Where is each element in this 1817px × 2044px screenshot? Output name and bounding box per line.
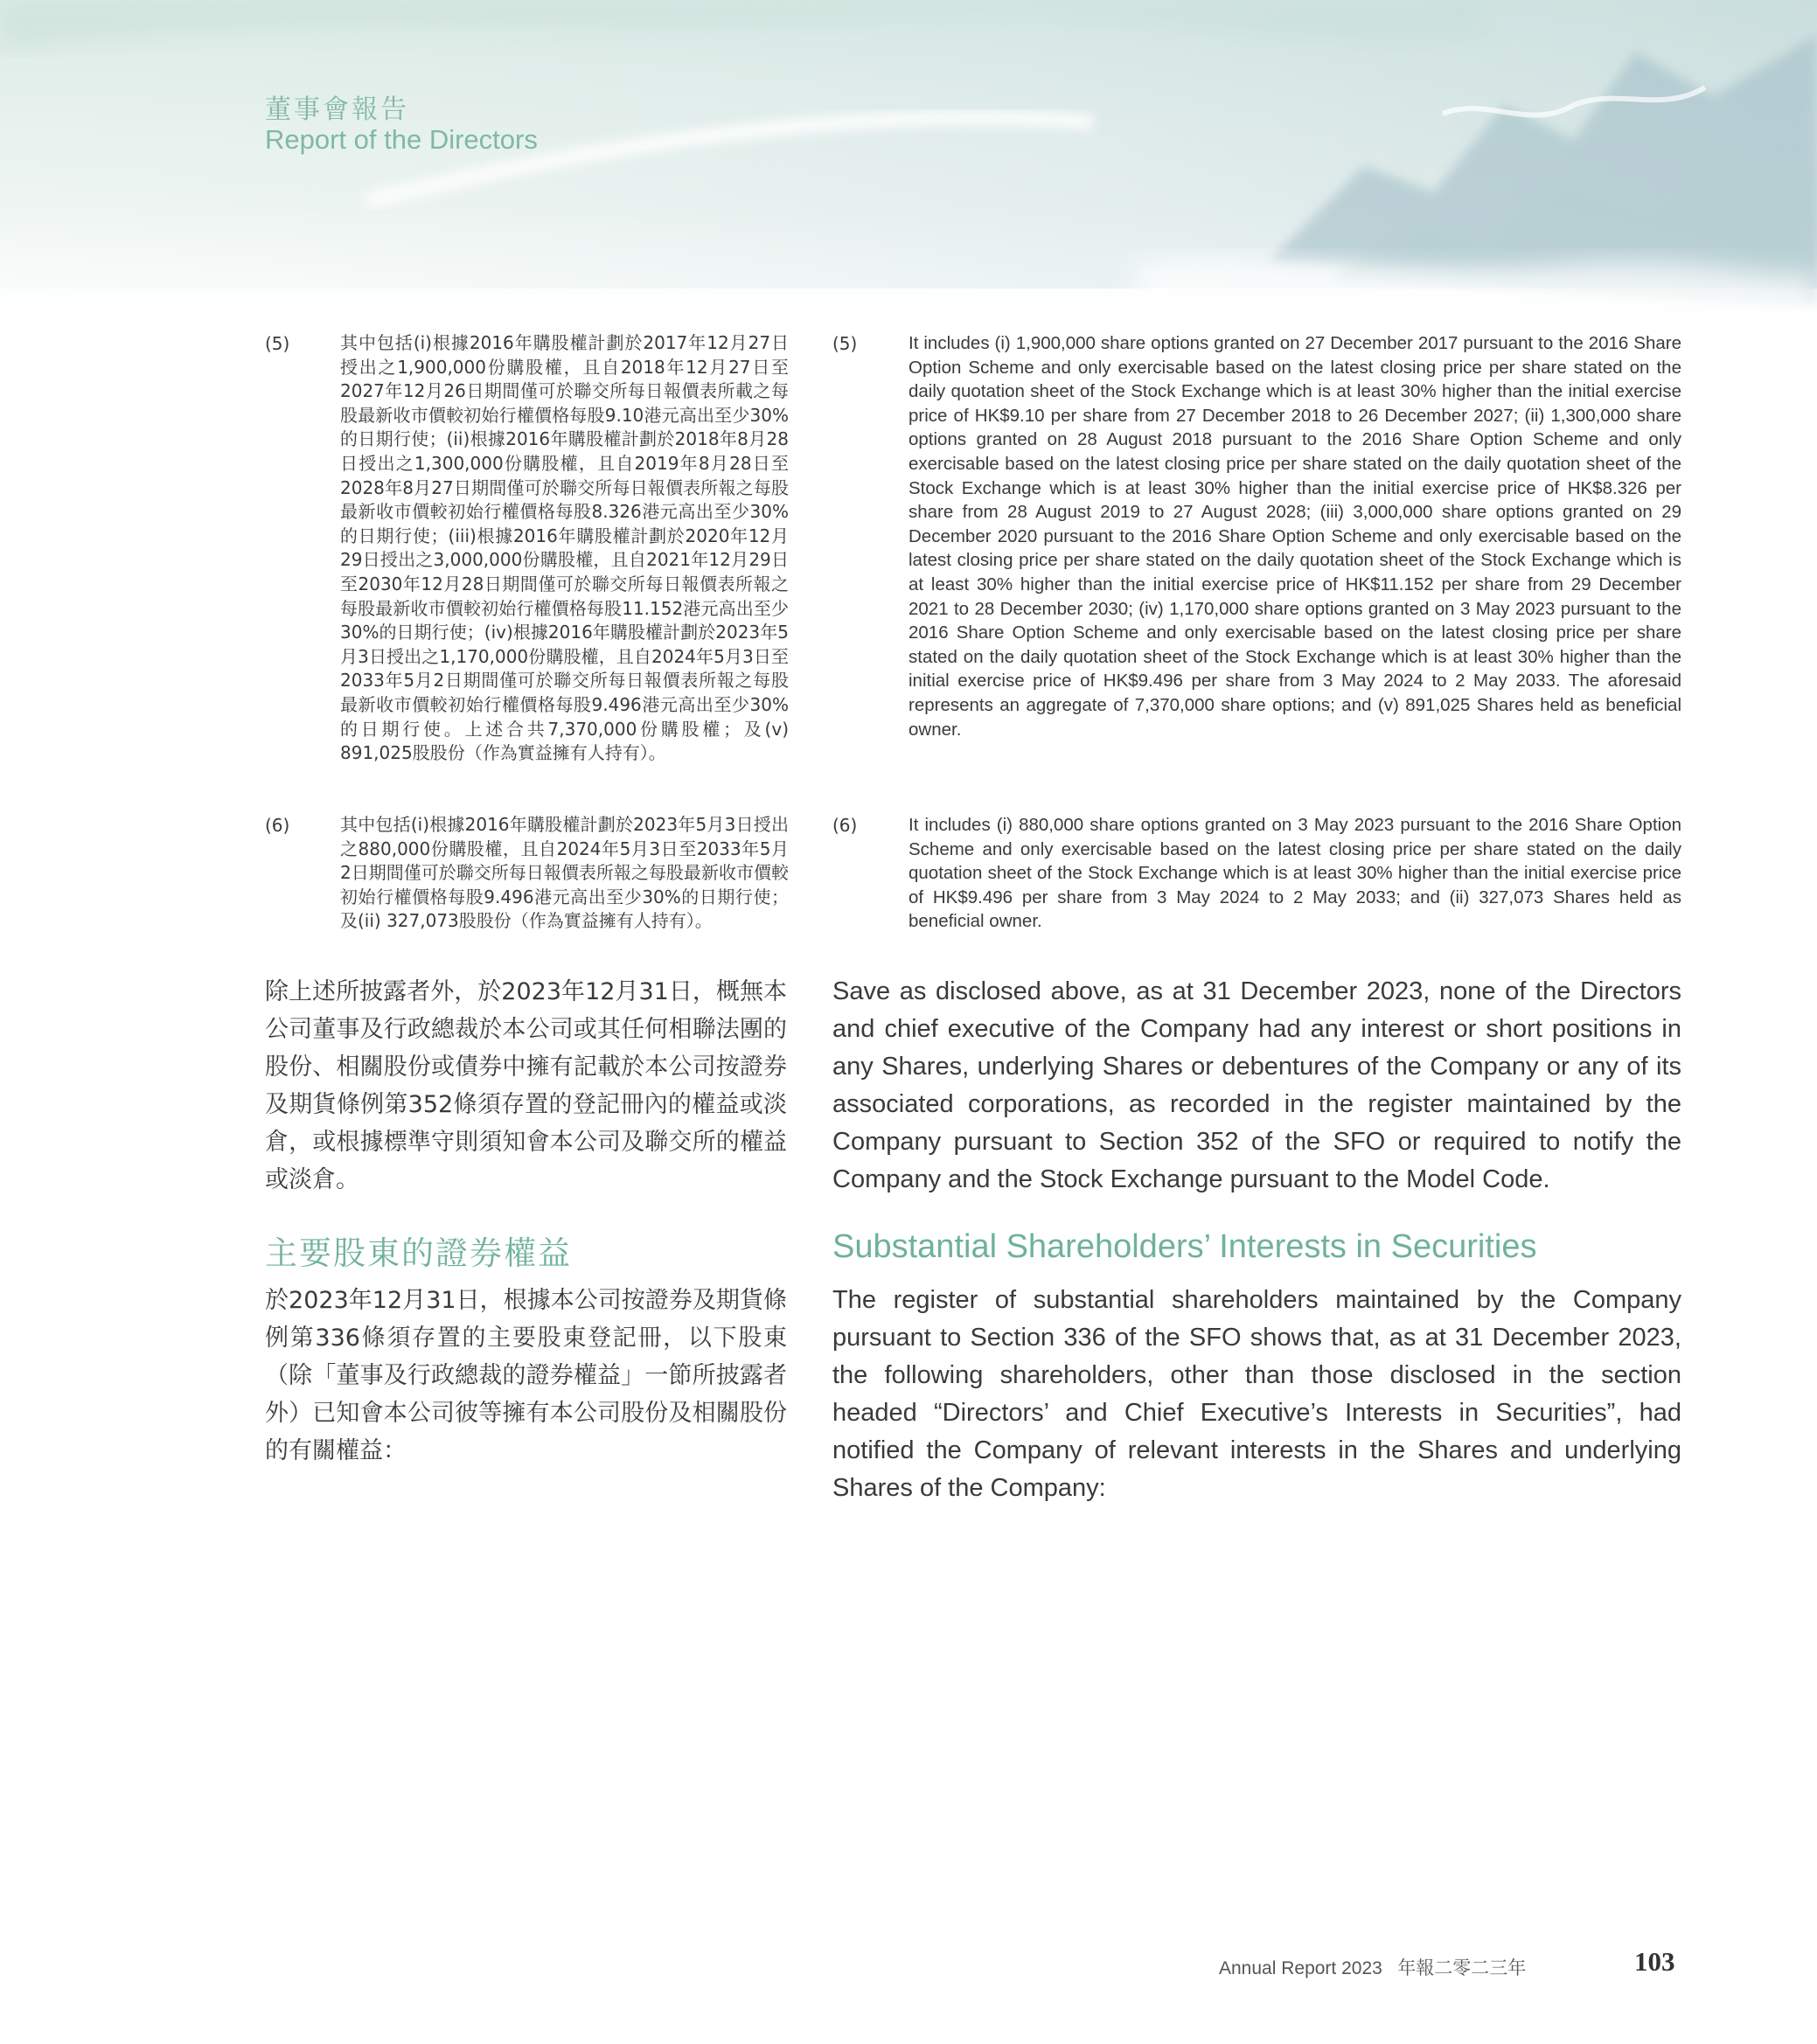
footer-label: Annual Report 2023 年報二零二三年 <box>1219 1958 1527 1978</box>
header-landscape-illustration <box>0 0 1817 350</box>
note-6-number-en: (6) <box>832 815 858 836</box>
section-paragraph-zh: 於2023年12月31日，根據本公司按證券及期貨條例第336條須存置的主要股東登記冊，以下股東（除「董事及行政總裁的證券權益」一節所披露者外）已知會本公司彼等擁有本公司股份及相關股份的有關權益： <box>265 1287 787 1464</box>
section-title-zh: 主要股東的證券權益 <box>265 1234 572 1272</box>
note-5-text-zh: 其中包括(i)根據2016年購股權計劃於2017年12月27日授出之1,900,000份購股權，且自2018年12月27日至2027年12月26日期間僅可於聯交所每日報價表所載之每股最新收市價較初始行權價格每股9.10港元高出至少30%的日期行使；(ii)根據2016年購股權計劃於2018年8月28日授出之1,300,000份購股權，且自2019年8月28日至2028年8月27日期間僅可於聯交所每日報價表所報之每股最新收市價較初始行權價格每股8.326港元高出至少30%的日期行使；(iii)根據2016年購股權計劃於2020年12月29日授出之3,000,000份購股權，且自2021年12月29日至2030年12月28日期間僅可於聯交所每日報價表所報之每股最新收市價較初始行權價格每股11.152港元高出至少30%的日期行使；(iv)根據2016年購股權計劃於2023年5月3日授出之1,170,000份購股權，且自2024年5月3日至2033年5月2日期間僅可於聯交所每日報價表所報之每股最新收市價較初始行權價格每股9.496港元高出至少30%的日期行使。上述合共7,370,000份購股權；及(v) 891,025股股份（作為實益擁有人持有）。 <box>340 332 789 764</box>
header-title-en: Report of the Directors <box>265 124 538 155</box>
header-title-zh: 董事會報告 <box>265 94 409 125</box>
section-paragraph-en: The register of substantial shareholders maintained by the Company pursuant to Section 336 of the SFO shows that, as at 31 December 2023, the following shareholders, other than those disclosed in the section headed “Directors’ and Chief Executive’s Interests in Securities”, had notified the Company of relevant interests in the Shares and underlying Shares of the Company: <box>832 1286 1681 1502</box>
page-number: 103 <box>1634 1946 1675 1977</box>
disclosure-paragraph-en: Save as disclosed above, as at 31 December 2023, none of the Directors and chief executive of the Company had any interest or short positions in any Shares, underlying Shares or debentures of the Company or any of its associated corporations, as recorded in the register maintained by the Company pursuant to Section 352 of the SFO or required to notify the Company and the Stock Exchange pursuant to the Model Code. <box>832 977 1681 1193</box>
note-5-text-en: It includes (i) 1,900,000 share options granted on 27 December 2017 pursuant to the 2016 Share Option Scheme and only exercisable based on the latest closing price per share stated on the daily quotation sheet of the Stock Exchange which is at least 30% higher than the initial exercise price of HK$9.10 per share from 27 December 2018 to 26 December 2027; (ii) 1,300,000 share options granted on 28 August 2018 pursuant to the 2016 Share Option Scheme and only exercisable based on the latest closing price per share stated on the daily quotation sheet of the Stock Exchange which is at least 30% higher than the initial exercise price of HK$8.326 per share from 28 August 2019 to 27 August 2028; (iii) 3,000,000 share options granted on 29 December 2020 pursuant to the 2016 Share Option Scheme and only exercisable based on the latest closing price per share stated on the daily quotation sheet of the Stock Exchange which is at least 30% higher than the initial exercise price of HK$11.152 per share from 29 December 2021 to 28 December 2030; (iv) 1,170,000 share options granted on 3 May 2023 pursuant to the 2016 Share Option Scheme and only exercisable based on the latest closing price per share stated on the daily quotation sheet of the Stock Exchange which is at least 30% higher than the initial exercise price of HK$9.496 per share from 3 May 2024 to 2 May 2033. The aforesaid represents an aggregate of 7,370,000 share options; and (v) 891,025 Shares held as beneficial owner. <box>908 333 1681 740</box>
note-6-text-zh: 其中包括(i)根據2016年購股權計劃於2023年5月3日授出之880,000份購股權，且自2024年5月3日至2033年5月2日期間僅可於聯交所每日報價表所報之每股最新收市價較初始行權價格每股9.496港元高出至少30%的日期行使；及(ii) 327,073股股份（作為實益擁有人持有）。 <box>340 814 789 932</box>
note-5-number-en: (5) <box>832 333 858 354</box>
note-6-number-zh: (6) <box>265 815 290 836</box>
disclosure-paragraph-zh: 除上述所披露者外，於2023年12月31日，概無本公司董事及行政總裁於本公司或其任何相聯法團的股份、相關股份或債券中擁有記載於本公司按證券及期貨條例第352條須存置的登記冊內的權益或淡倉，或根據標準守則須知會本公司及聯交所的權益或淡倉。 <box>265 978 787 1193</box>
note-6-text-en: It includes (i) 880,000 share options granted on 3 May 2023 pursuant to the 2016 Share Option Scheme and only exercisable based on the latest closing price per share stated on the daily quotation sheet of the Stock Exchange which is at least 30% higher than the initial exercise price of HK$9.496 per share from 3 May 2024 to 2 May 2033; and (ii) 327,073 Shares held as beneficial owner. <box>908 815 1681 932</box>
note-5-number-zh: (5) <box>265 333 290 354</box>
section-title-en: Substantial Shareholders’ Interests in Securities <box>832 1228 1537 1265</box>
